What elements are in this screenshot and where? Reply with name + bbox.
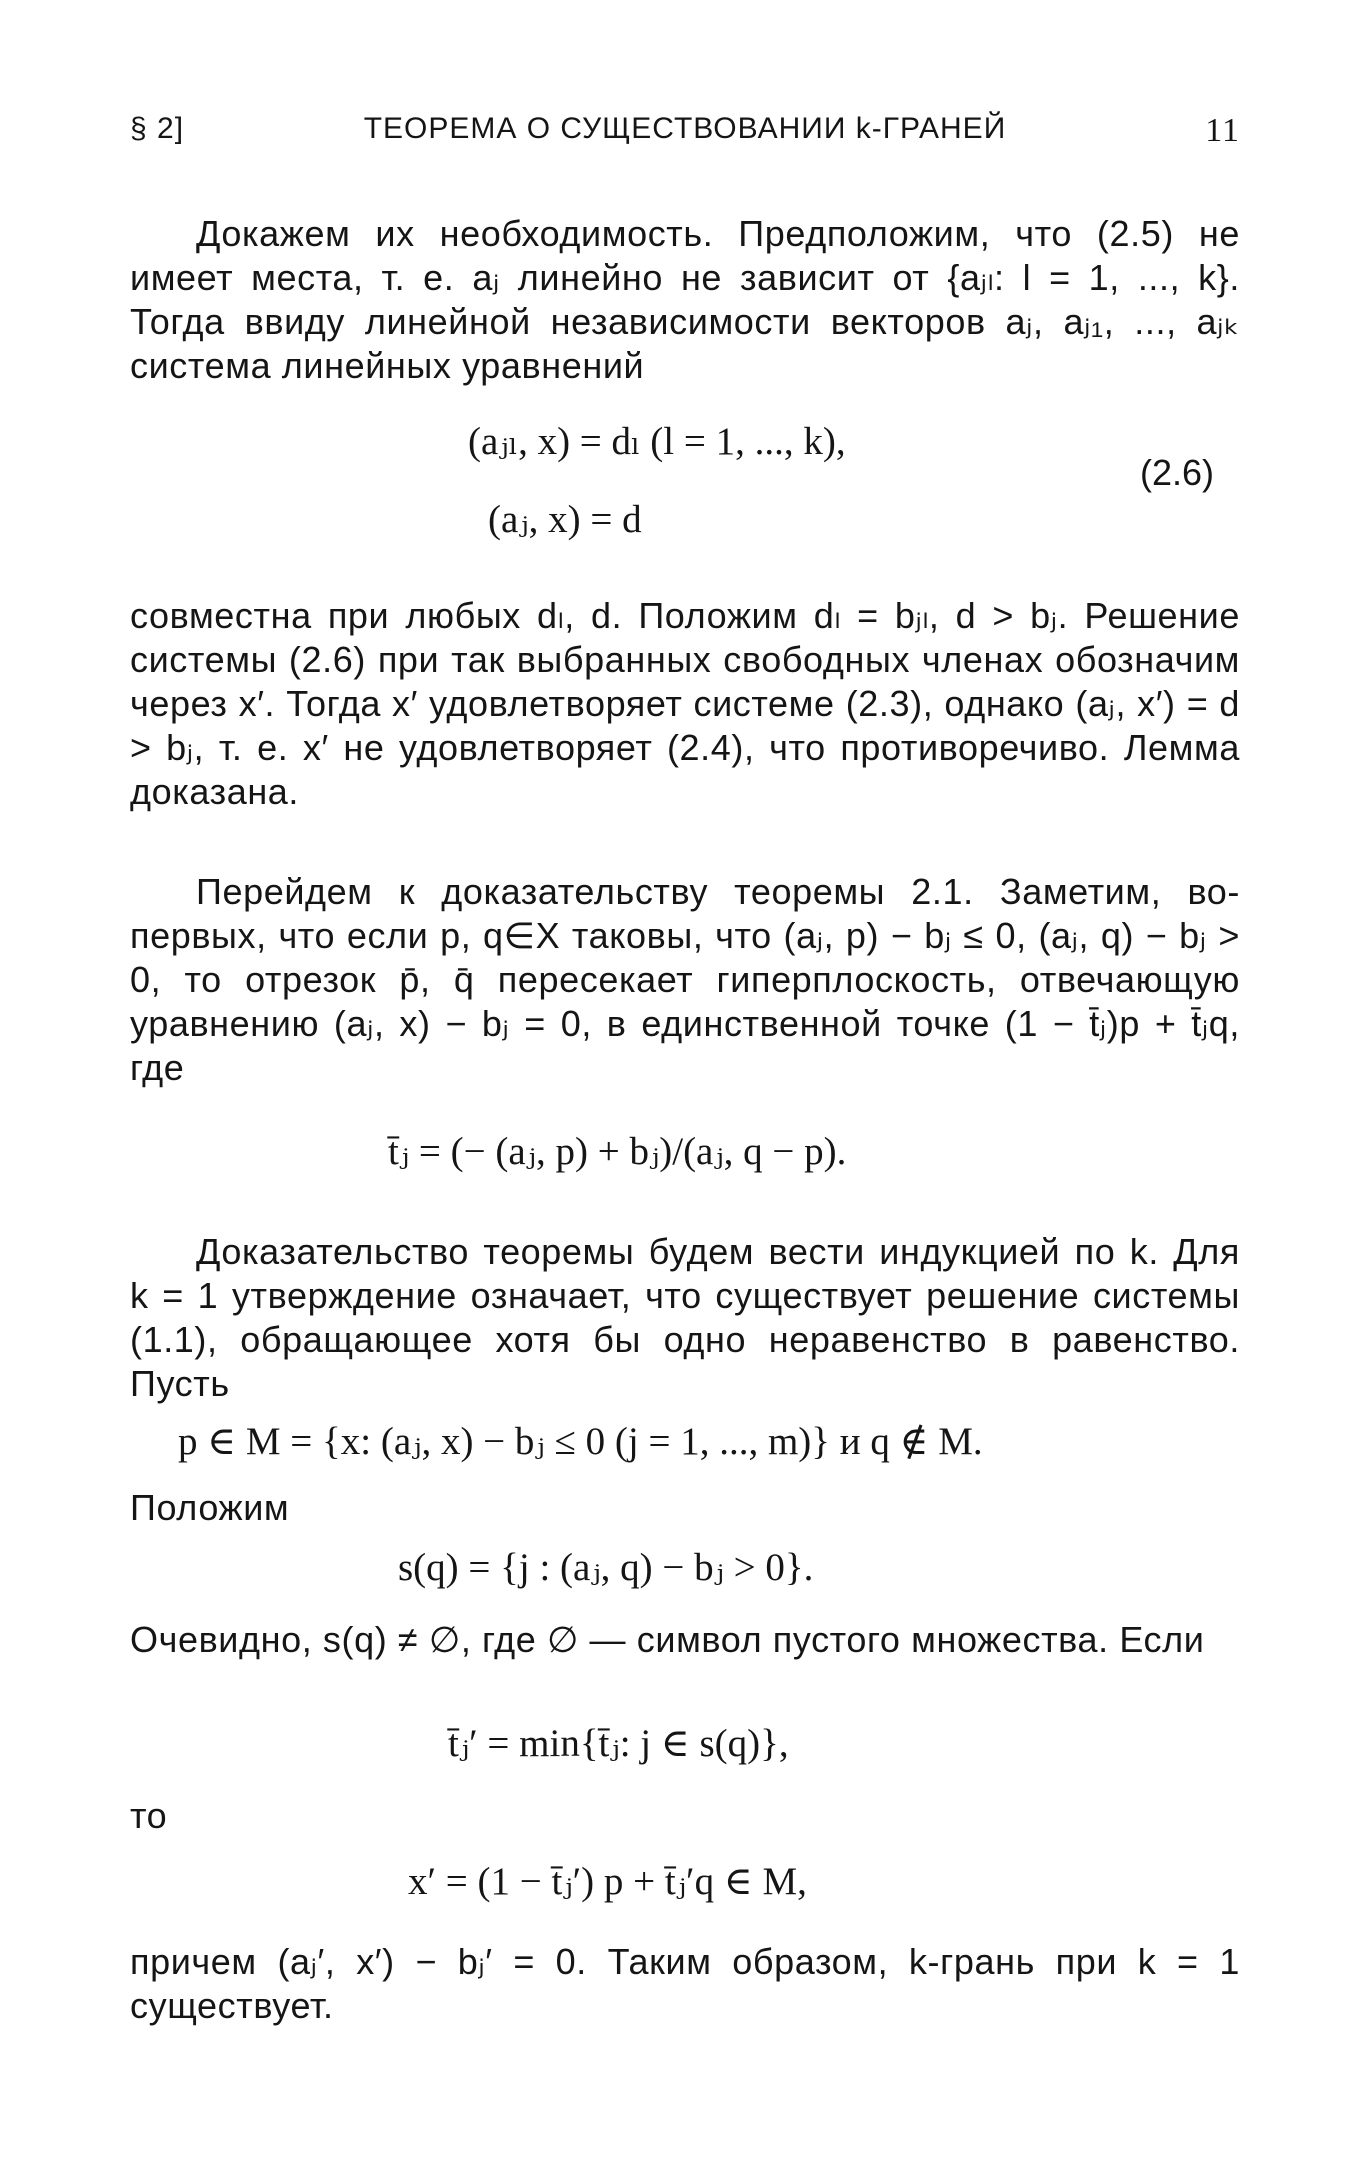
chapter-title: ТЕОРЕМА О СУЩЕСТВОВАНИИ k-ГРАНЕЙ [363, 112, 1007, 145]
running-header [130, 112, 1240, 152]
equation-2-6-line-1: (aⱼₗ, x) = dₗ (l = 1, ..., k), [468, 420, 846, 463]
paragraph-5: Положим [130, 1487, 290, 1528]
paragraph-4: Доказательство теоремы будем вести индукцией по k. Для k = 1 утверждение означает, что существует решение системы (1.1), обращающее хотя бы одно неравенство в равенство. Пусть [130, 1231, 1240, 1404]
equation-number: (2.6) [1140, 452, 1215, 493]
page-number: 11 [1205, 112, 1240, 149]
paragraph-3: Перейдем к доказательству теоремы 2.1. Заметим, во-первых, что если p, q∈X таковы, что (aⱼ, p) − bⱼ ≤ 0, (aⱼ, q) − bⱼ > 0, то отрезок p̄, q̄ пересекает гиперплоскость, отвечающую уравнению (aⱼ, x) − bⱼ = 0, в единственной точке (1 − t̄ⱼ)p + t̄ⱼq, где [130, 871, 1240, 1088]
paragraph-6: Очевидно, s(q) ≠ ∅, где ∅ — символ пустого множества. Если [130, 1619, 1205, 1660]
equation-set-m: p ∈ M = {x: (aⱼ, x) − bⱼ ≤ 0 (j = 1, ..., m)} и q ∉ M. [178, 1420, 983, 1463]
equation-t-bar: t̄ⱼ = (− (aⱼ, p) + bⱼ)/(aⱼ, q − p). [388, 1130, 847, 1173]
equation-2-6-line-2: (aⱼ, x) = d [488, 498, 642, 541]
equation-min: t̄ⱼ′ = min{t̄ⱼ: j ∈ s(q)}, [448, 1722, 789, 1765]
paragraph-8: причем (aⱼ′, x′) − bⱼ′ = 0. Таким образом, k-грань при k = 1 существует. [130, 1941, 1240, 2026]
equation-x-prime: x′ = (1 − t̄ⱼ′) p + t̄ⱼ′q ∈ M, [408, 1860, 807, 1903]
paragraph-7: то [130, 1795, 168, 1836]
paragraph-2: совместна при любых dₗ, d. Положим dₗ = bⱼₗ, d > bⱼ. Решение системы (2.6) при так выбранных свободных членах обозначим через x′. Тогда x′ удовлетворяет системе (2.3), однако (aⱼ, x′) = d > bⱼ, т. е. x′ не удовлетворяет (2.4), что противоречиво. Лемма доказана. [130, 595, 1240, 812]
paragraph-1: Докажем их необходимость. Предположим, что (2.5) не имеет места, т. е. aⱼ линейно не зависит от {aⱼₗ: l = 1, ..., k}. Тогда ввиду линейной независимости векторов aⱼ, aⱼ₁, ..., aⱼₖ система линейных уравнений [130, 213, 1240, 386]
section-marker: § 2] [130, 112, 185, 145]
equation-s-of-q: s(q) = {j : (aⱼ, q) − bⱼ > 0}. [398, 1546, 814, 1589]
